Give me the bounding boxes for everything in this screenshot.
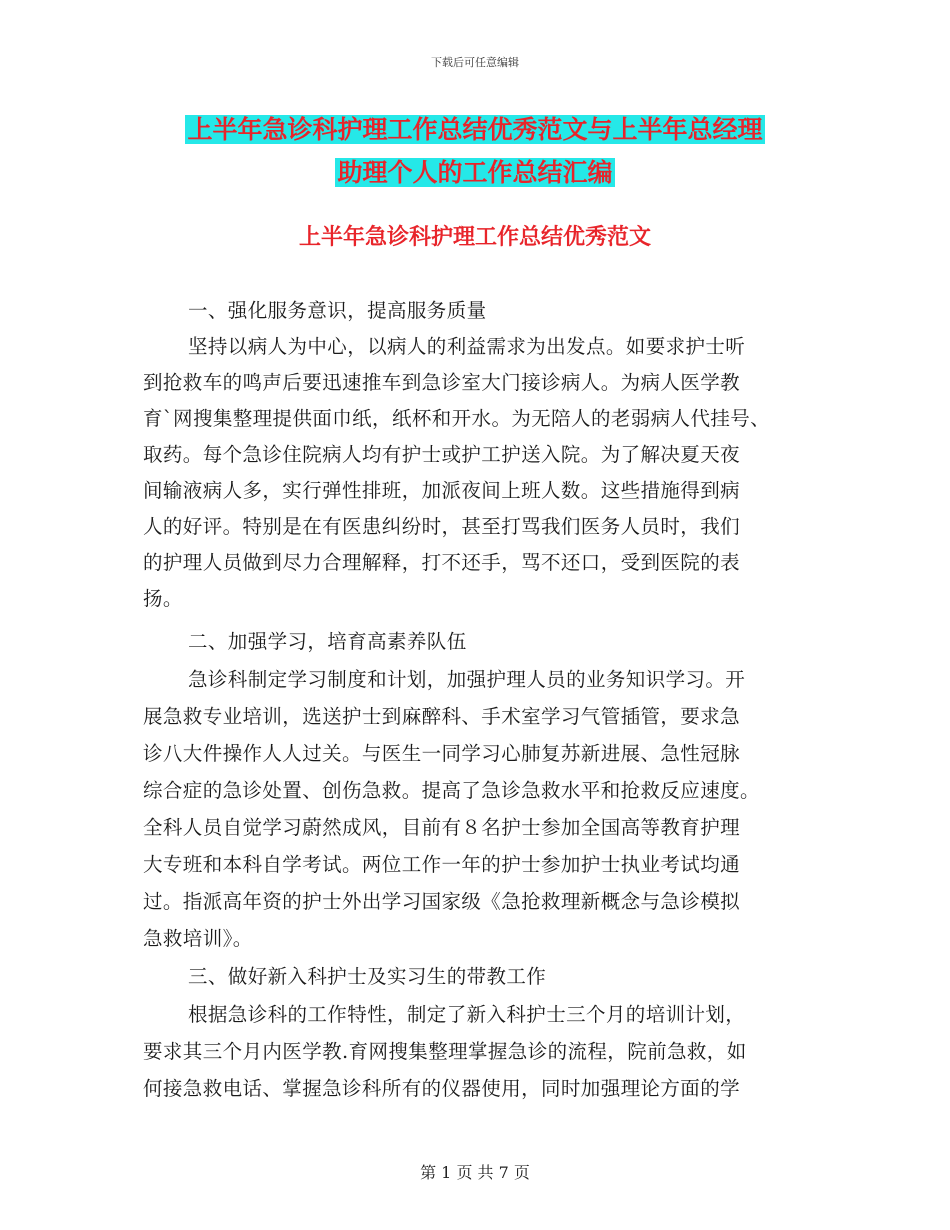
heading-3: 三、做好新入科护士及实习生的带教工作 bbox=[188, 965, 547, 988]
paragraph-line: 全科人员自觉学习蔚然成风，目前有８名护士参加全国高等教育护理 bbox=[143, 816, 741, 839]
paragraph-line: 急救培训》。 bbox=[143, 927, 253, 950]
paragraph-line: 诊八大件操作人人过关。与医生一同学习心肺复苏新进展、急性冠脉 bbox=[143, 742, 741, 765]
paragraph-line: 到抢救车的鸣声后要迅速推车到急诊室大门接诊病人。为病人医学教 bbox=[143, 371, 741, 394]
document-title-line-2: 助理个人的工作总结汇编 bbox=[337, 158, 613, 187]
paragraph-line: 的护理人员做到尽力合理解释，打不还手，骂不还口，受到医院的表 bbox=[143, 551, 741, 574]
paragraph-line: 大专班和本科自学考试。两位工作一年的护士参加护士执业考试均通 bbox=[143, 853, 741, 876]
page-footer: 第 1 页 共 7 页 bbox=[420, 1163, 530, 1182]
paragraph-line: 要求其三个月内医学教.育网搜集整理掌握急诊的流程，院前急救，如 bbox=[143, 1040, 747, 1063]
paragraph-line: 何接急救电话、掌握急诊科所有的仪器使用，同时加强理论方面的学 bbox=[143, 1077, 741, 1100]
paragraph-line: 综合症的急诊处置、创伤急救。提高了急诊急救水平和抢救反应速度。 bbox=[143, 779, 760, 802]
paragraph-line: 展急救专业培训，选送护士到麻醉科、手术室学习气管插管，要求急 bbox=[143, 705, 741, 728]
paragraph-line: 根据急诊科的工作特性，制定了新入科护士三个月的培训计划， bbox=[188, 1003, 746, 1026]
paragraph-line: 急诊科制定学习制度和计划，加强护理人员的业务知识学习。开 bbox=[188, 668, 746, 691]
paragraph-line: 间输液病人多，实行弹性排班，加派夜间上班人数。这些措施得到病 bbox=[143, 479, 741, 502]
paragraph-line: 人的好评。特别是在有医患纠纷时，甚至打骂我们医务人员时，我们 bbox=[143, 515, 741, 538]
document-title-line-1: 上半年急诊科护理工作总结优秀范文与上半年总经理 bbox=[187, 115, 763, 144]
heading-1: 一、强化服务意识，提高服务质量 bbox=[188, 299, 487, 322]
paragraph-line: 扬。 bbox=[143, 587, 183, 610]
paragraph-line: 坚持以病人为中心，以病人的利益需求为出发点。如要求护士听 bbox=[188, 335, 746, 358]
section-title: 上半年急诊科护理工作总结优秀范文 bbox=[298, 225, 651, 250]
paragraph-line: 过。指派高年资的护士外出学习国家级《急抢救理新概念与急诊模拟 bbox=[143, 890, 741, 913]
paragraph-line: 取药。每个急诊住院病人均有护士或护工护送入院。为了解决夏天夜 bbox=[143, 443, 741, 466]
paragraph-line: 育`网搜集整理提供面巾纸，纸杯和开水。为无陪人的老弱病人代挂号、 bbox=[143, 407, 771, 430]
header-note: 下载后可任意编辑 bbox=[431, 56, 519, 69]
heading-2: 二、加强学习，培育高素养队伍 bbox=[188, 630, 467, 653]
